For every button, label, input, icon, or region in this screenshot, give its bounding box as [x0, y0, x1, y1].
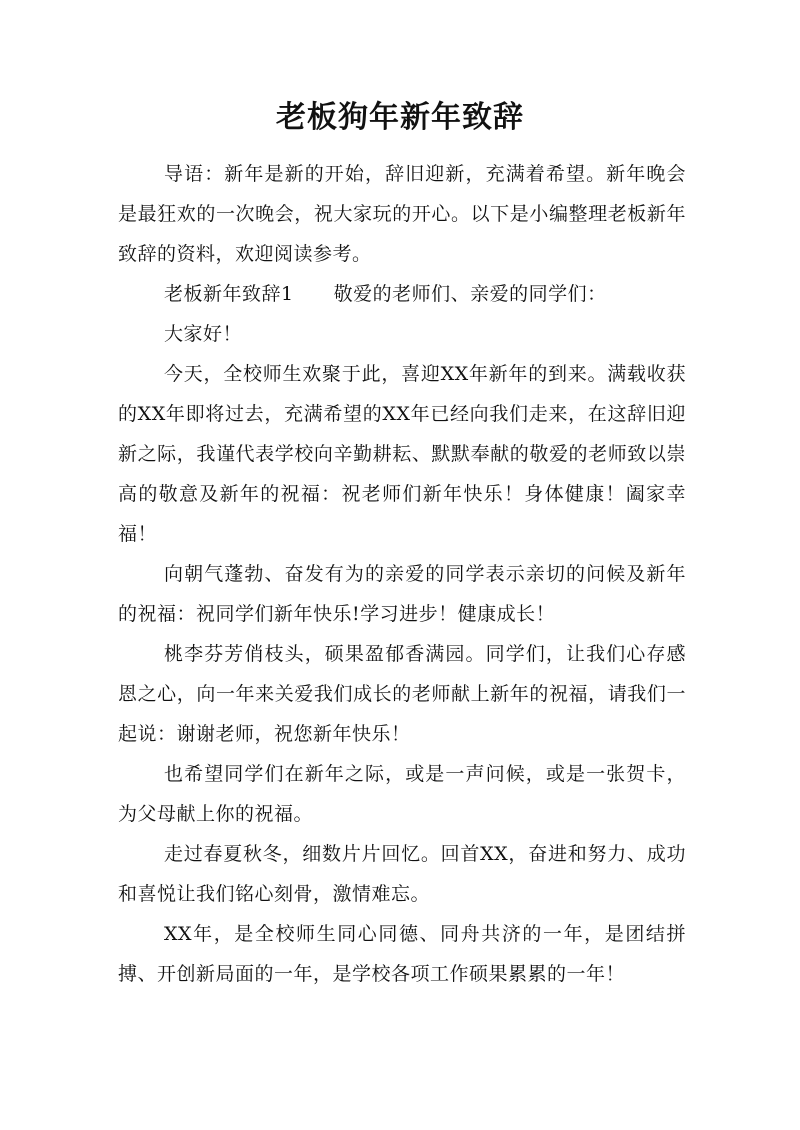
greeting-paragraph: 大家好！ [164, 323, 243, 345]
paragraph-year: XX年，是全校师生同心同德、同舟共济的一年，是团结拼搏、开创新局面的一年，是学校各项工作硕果累累的一年！ [118, 923, 686, 985]
paragraph-parents: 也希望同学们在新年之际，或是一声问候，或是一张贺卡，为父母献上你的祝福。 [118, 763, 686, 825]
section-heading: 老板新年致辞1 [164, 283, 294, 305]
salutation: 敬爱的老师们、亲爱的同学们： [333, 283, 607, 305]
paragraph-students: 向朝气蓬勃、奋发有为的亲爱的同学表示亲切的问候及新年的祝福：祝同学们新年快乐!学习进步！健康成长！ [118, 563, 686, 625]
paragraph-memories: 走过春夏秋冬，细数片片回忆。回首XX，奋进和努力、成功和喜悦让我们铭心刻骨，激情难忘。 [118, 843, 686, 905]
section-heading-line [118, 274, 686, 314]
paragraph-thanks: 桃李芬芳俏枝头，硕果盈郁香满园。同学们，让我们心存感恩之心，向一年来关爱我们成长的老师献上新年的祝福，请我们一起说：谢谢老师，祝您新年快乐！ [118, 643, 686, 745]
paragraph-today: 今天，全校师生欢聚于此，喜迎XX年新年的到来。满载收获的XX年即将过去，充满希望的XX年已经向我们走来，在这辞旧迎新之际，我谨代表学校向辛勤耕耘、默默奉献的敬爱的老师致以崇高的敬意及新年的祝福：祝老师们新年快乐！身体健康！阖家幸福！ [118, 363, 686, 545]
intro-paragraph: 导语：新年是新的开始，辞旧迎新，充满着希望。新年晚会是最狂欢的一次晚会，祝大家玩的开心。以下是小编整理老板新年致辞的资料，欢迎阅读参考。 [118, 163, 686, 265]
document-title: 老板狗年新年致辞 [276, 100, 524, 135]
document-body [118, 154, 686, 994]
